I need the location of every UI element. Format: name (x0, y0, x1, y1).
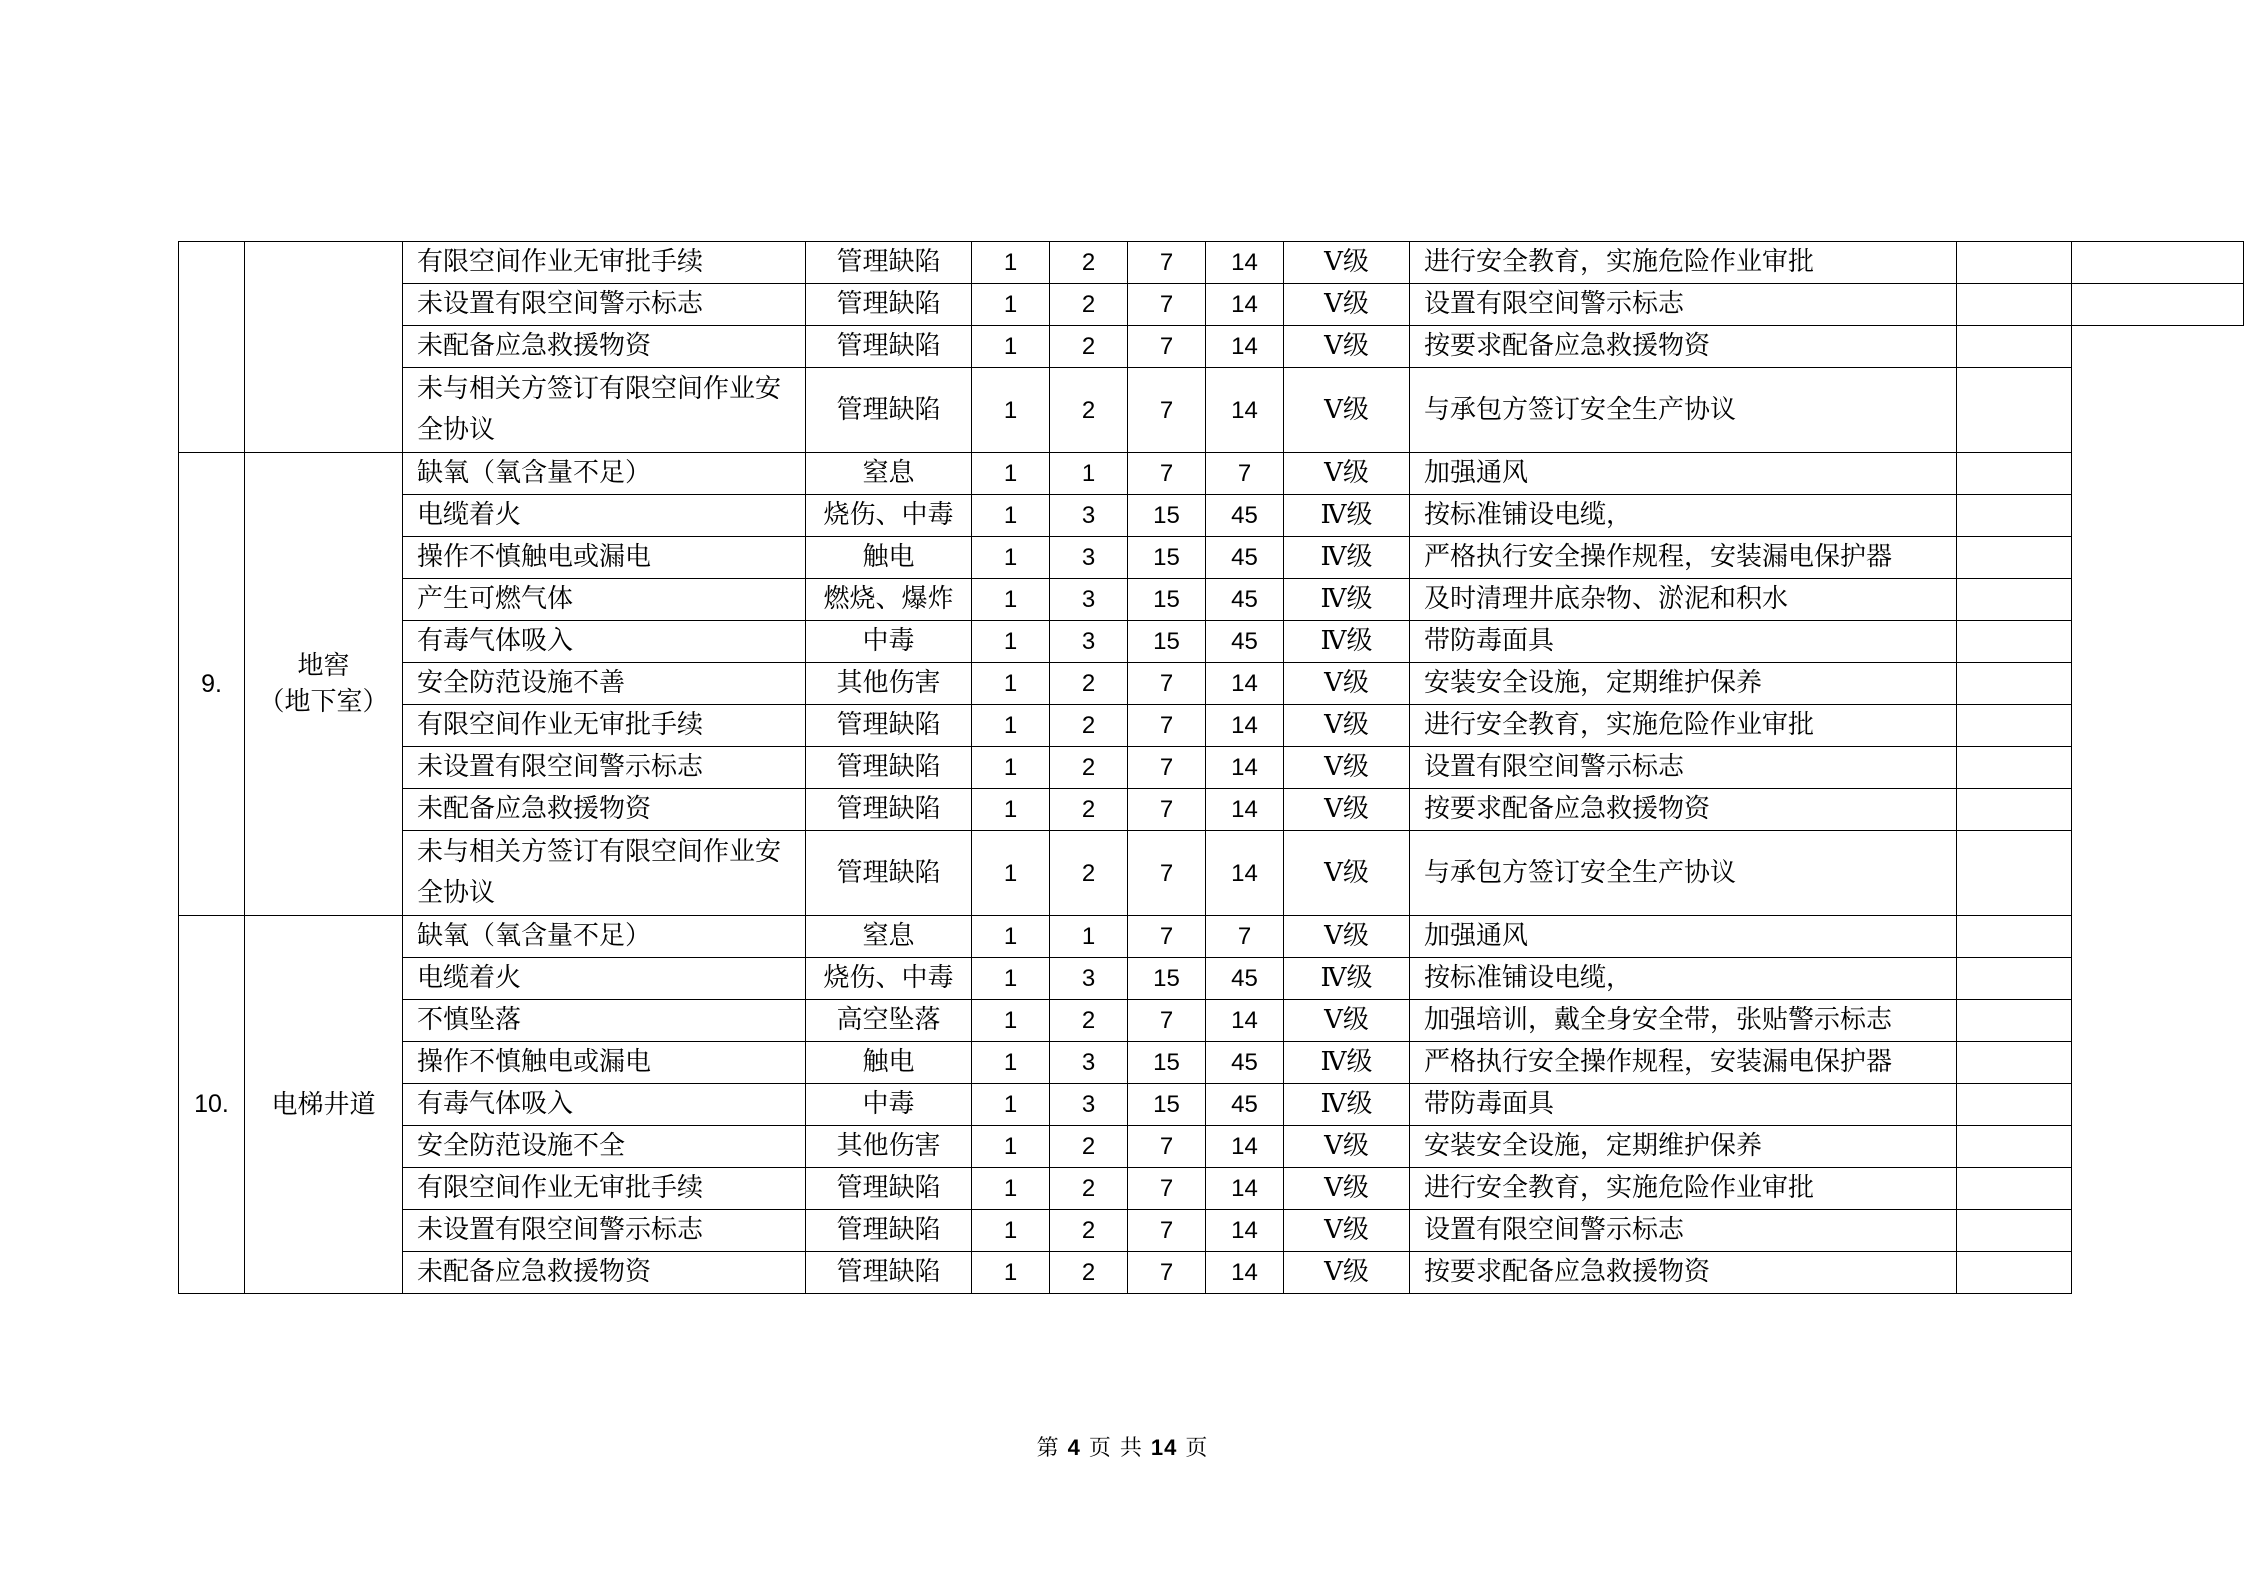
control-measure-cell: 进行安全教育，实施危险作业审批 (1410, 242, 1957, 284)
l-value-cell: 1 (972, 284, 1050, 326)
e-value-cell: 2 (1050, 1168, 1128, 1210)
c-value-cell: 7 (1128, 705, 1206, 747)
table-row (179, 747, 2244, 789)
hazard-cell: 缺氧（氧含量不足） (403, 453, 806, 495)
c-value-cell: 7 (1128, 1126, 1206, 1168)
accident-type-cell: 燃烧、爆炸 (806, 579, 972, 621)
table-row (179, 958, 2244, 1000)
extra-cell (2072, 368, 2244, 453)
risk-level-cell: Ⅴ级 (1284, 1252, 1410, 1294)
table-row (179, 1210, 2244, 1252)
table-row (179, 789, 2244, 831)
extra-cell (2072, 579, 2244, 621)
hazard-cell: 未配备应急救援物资 (403, 1252, 806, 1294)
c-value-cell: 7 (1128, 453, 1206, 495)
risk-level-cell: Ⅴ级 (1284, 368, 1410, 453)
d-value-cell: 7 (1206, 916, 1284, 958)
e-value-cell: 3 (1050, 958, 1128, 1000)
accident-type-cell: 烧伤、中毒 (806, 495, 972, 537)
accident-type-cell: 烧伤、中毒 (806, 958, 972, 1000)
remarks-cell (1957, 242, 2072, 284)
accident-type-cell: 高空坠落 (806, 1000, 972, 1042)
control-measure-cell: 严格执行安全操作规程，安装漏电保护器 (1410, 1042, 1957, 1084)
extra-cell (2072, 453, 2244, 495)
table-row (179, 663, 2244, 705)
d-value-cell: 14 (1206, 242, 1284, 284)
risk-level-cell: Ⅴ级 (1284, 1168, 1410, 1210)
d-value-cell: 14 (1206, 1126, 1284, 1168)
l-value-cell: 1 (972, 663, 1050, 705)
extra-cell (2072, 1042, 2244, 1084)
remarks-cell (1957, 1084, 2072, 1126)
table-row (179, 705, 2244, 747)
footer-middle: 页 共 (1088, 1436, 1143, 1461)
e-value-cell: 3 (1050, 621, 1128, 663)
d-value-cell: 45 (1206, 1042, 1284, 1084)
control-measure-cell: 安装安全设施，定期维护保养 (1410, 1126, 1957, 1168)
extra-cell (2072, 663, 2244, 705)
risk-level-cell: Ⅴ级 (1284, 663, 1410, 705)
control-measure-cell: 加强培训，戴全身安全带，张贴警示标志 (1410, 1000, 1957, 1042)
c-value-cell: 7 (1128, 916, 1206, 958)
accident-type-cell: 中毒 (806, 1084, 972, 1126)
extra-cell (2072, 747, 2244, 789)
c-value-cell: 15 (1128, 958, 1206, 1000)
group-index-cell: 9. (179, 453, 245, 916)
l-value-cell: 1 (972, 1084, 1050, 1126)
hazard-cell: 有毒气体吸入 (403, 1084, 806, 1126)
e-value-cell: 2 (1050, 747, 1128, 789)
c-value-cell: 7 (1128, 368, 1206, 453)
e-value-cell: 2 (1050, 663, 1128, 705)
e-value-cell: 2 (1050, 705, 1128, 747)
risk-level-cell: Ⅳ级 (1284, 537, 1410, 579)
footer-page-number: 4 (1067, 1435, 1081, 1460)
e-value-cell: 2 (1050, 1210, 1128, 1252)
accident-type-cell: 管理缺陷 (806, 705, 972, 747)
accident-type-cell: 管理缺陷 (806, 368, 972, 453)
accident-type-cell: 触电 (806, 537, 972, 579)
extra-cell (2072, 284, 2244, 326)
extra-cell (2072, 621, 2244, 663)
remarks-cell (1957, 1042, 2072, 1084)
table-row (179, 1042, 2244, 1084)
control-measure-cell: 带防毒面具 (1410, 1084, 1957, 1126)
risk-level-cell: Ⅴ级 (1284, 789, 1410, 831)
e-value-cell: 2 (1050, 284, 1128, 326)
table-row (179, 242, 2244, 284)
remarks-cell (1957, 284, 2072, 326)
area-line: （地下室） (258, 687, 389, 717)
c-value-cell: 7 (1128, 326, 1206, 368)
d-value-cell: 14 (1206, 1252, 1284, 1294)
remarks-cell (1957, 916, 2072, 958)
table-row (179, 621, 2244, 663)
risk-level-cell: Ⅴ级 (1284, 284, 1410, 326)
hazard-cell: 未配备应急救援物资 (403, 789, 806, 831)
l-value-cell: 1 (972, 579, 1050, 621)
risk-level-cell: Ⅴ级 (1284, 242, 1410, 284)
l-value-cell: 1 (972, 1126, 1050, 1168)
group-index-cell: 10. (179, 916, 245, 1294)
remarks-cell (1957, 621, 2072, 663)
l-value-cell: 1 (972, 1168, 1050, 1210)
risk-level-cell: Ⅴ级 (1284, 916, 1410, 958)
hazard-cell: 操作不慎触电或漏电 (403, 537, 806, 579)
d-value-cell: 45 (1206, 579, 1284, 621)
d-value-cell: 45 (1206, 958, 1284, 1000)
table-row (179, 537, 2244, 579)
l-value-cell: 1 (972, 958, 1050, 1000)
c-value-cell: 7 (1128, 1252, 1206, 1294)
hazard-cell: 不慎坠落 (403, 1000, 806, 1042)
hazard-cell: 缺氧（氧含量不足） (403, 916, 806, 958)
table-row (179, 1252, 2244, 1294)
e-value-cell: 2 (1050, 1000, 1128, 1042)
l-value-cell: 1 (972, 1252, 1050, 1294)
hazard-cell: 产生可燃气体 (403, 579, 806, 621)
remarks-cell (1957, 747, 2072, 789)
c-value-cell: 15 (1128, 579, 1206, 621)
control-measure-cell: 设置有限空间警示标志 (1410, 747, 1957, 789)
e-value-cell: 3 (1050, 1084, 1128, 1126)
remarks-cell (1957, 326, 2072, 368)
hazard-table (178, 241, 2244, 1294)
accident-type-cell: 管理缺陷 (806, 1252, 972, 1294)
risk-level-cell: Ⅳ级 (1284, 958, 1410, 1000)
extra-cell (2072, 326, 2244, 368)
e-value-cell: 3 (1050, 495, 1128, 537)
l-value-cell: 1 (972, 789, 1050, 831)
control-measure-cell: 按要求配备应急救援物资 (1410, 789, 1957, 831)
remarks-cell (1957, 495, 2072, 537)
risk-level-cell: Ⅴ级 (1284, 326, 1410, 368)
control-measure-cell: 按要求配备应急救援物资 (1410, 1252, 1957, 1294)
remarks-cell (1957, 663, 2072, 705)
control-measure-cell: 安装安全设施，定期维护保养 (1410, 663, 1957, 705)
extra-cell (2072, 831, 2244, 916)
e-value-cell: 3 (1050, 1042, 1128, 1084)
d-value-cell: 45 (1206, 495, 1284, 537)
d-value-cell: 14 (1206, 705, 1284, 747)
risk-level-cell: Ⅴ级 (1284, 705, 1410, 747)
d-value-cell: 14 (1206, 831, 1284, 916)
hazard-table-body (179, 242, 2244, 1294)
control-measure-cell: 设置有限空间警示标志 (1410, 1210, 1957, 1252)
hazard-cell: 操作不慎触电或漏电 (403, 1042, 806, 1084)
d-value-cell: 14 (1206, 1210, 1284, 1252)
d-value-cell: 45 (1206, 537, 1284, 579)
table-row (179, 916, 2244, 958)
c-value-cell: 7 (1128, 747, 1206, 789)
c-value-cell: 7 (1128, 1000, 1206, 1042)
footer-suffix: 页 (1185, 1436, 1209, 1461)
c-value-cell: 7 (1128, 284, 1206, 326)
extra-cell (2072, 1210, 2244, 1252)
group-area-cell: 电梯井道 (245, 916, 403, 1294)
remarks-cell (1957, 958, 2072, 1000)
accident-type-cell: 窒息 (806, 916, 972, 958)
l-value-cell: 1 (972, 1042, 1050, 1084)
c-value-cell: 15 (1128, 537, 1206, 579)
d-value-cell: 14 (1206, 789, 1284, 831)
extra-cell (2072, 242, 2244, 284)
c-value-cell: 15 (1128, 1042, 1206, 1084)
c-value-cell: 15 (1128, 495, 1206, 537)
l-value-cell: 1 (972, 705, 1050, 747)
c-value-cell: 15 (1128, 1084, 1206, 1126)
control-measure-cell: 按要求配备应急救援物资 (1410, 326, 1957, 368)
group-area-cell (245, 453, 403, 916)
l-value-cell: 1 (972, 831, 1050, 916)
e-value-cell: 2 (1050, 368, 1128, 453)
table-row (179, 284, 2244, 326)
remarks-cell (1957, 453, 2072, 495)
risk-level-cell: Ⅴ级 (1284, 831, 1410, 916)
table-row (179, 368, 2244, 453)
extra-cell (2072, 1168, 2244, 1210)
control-measure-cell: 设置有限空间警示标志 (1410, 284, 1957, 326)
c-value-cell: 7 (1128, 1168, 1206, 1210)
accident-type-cell: 管理缺陷 (806, 1210, 972, 1252)
accident-type-cell: 管理缺陷 (806, 789, 972, 831)
extra-cell (2072, 705, 2244, 747)
risk-level-cell: Ⅳ级 (1284, 579, 1410, 621)
control-measure-cell: 进行安全教育，实施危险作业审批 (1410, 705, 1957, 747)
l-value-cell: 1 (972, 747, 1050, 789)
remarks-cell (1957, 579, 2072, 621)
remarks-cell (1957, 1000, 2072, 1042)
hazard-cell: 有限空间作业无审批手续 (403, 242, 806, 284)
l-value-cell: 1 (972, 1000, 1050, 1042)
d-value-cell: 14 (1206, 284, 1284, 326)
table-row (179, 326, 2244, 368)
hazard-cell: 安全防范设施不善 (403, 663, 806, 705)
e-value-cell: 2 (1050, 831, 1128, 916)
footer-prefix: 第 (1036, 1436, 1060, 1461)
d-value-cell: 14 (1206, 663, 1284, 705)
extra-cell (2072, 1252, 2244, 1294)
l-value-cell: 1 (972, 326, 1050, 368)
c-value-cell: 15 (1128, 621, 1206, 663)
group-index-cell (179, 242, 245, 453)
risk-level-cell: Ⅳ级 (1284, 621, 1410, 663)
c-value-cell: 7 (1128, 242, 1206, 284)
e-value-cell: 3 (1050, 579, 1128, 621)
e-value-cell: 2 (1050, 242, 1128, 284)
d-value-cell: 14 (1206, 368, 1284, 453)
accident-type-cell: 窒息 (806, 453, 972, 495)
c-value-cell: 7 (1128, 663, 1206, 705)
d-value-cell: 14 (1206, 326, 1284, 368)
risk-level-cell: Ⅴ级 (1284, 453, 1410, 495)
accident-type-cell: 其他伤害 (806, 1126, 972, 1168)
e-value-cell: 3 (1050, 537, 1128, 579)
risk-level-cell: Ⅴ级 (1284, 1210, 1410, 1252)
accident-type-cell: 管理缺陷 (806, 242, 972, 284)
control-measure-cell: 与承包方签订安全生产协议 (1410, 831, 1957, 916)
accident-type-cell: 其他伤害 (806, 663, 972, 705)
control-measure-cell: 按标准铺设电缆， (1410, 958, 1957, 1000)
l-value-cell: 1 (972, 537, 1050, 579)
footer-total-pages: 14 (1150, 1435, 1178, 1460)
risk-level-cell: Ⅳ级 (1284, 1084, 1410, 1126)
table-row (179, 831, 2244, 916)
remarks-cell (1957, 831, 2072, 916)
control-measure-cell: 加强通风 (1410, 453, 1957, 495)
l-value-cell: 1 (972, 916, 1050, 958)
hazard-cell: 未配备应急救援物资 (403, 326, 806, 368)
risk-level-cell: Ⅳ级 (1284, 495, 1410, 537)
control-measure-cell: 严格执行安全操作规程，安装漏电保护器 (1410, 537, 1957, 579)
l-value-cell: 1 (972, 621, 1050, 663)
page-footer (0, 1431, 2245, 1462)
accident-type-cell: 管理缺陷 (806, 326, 972, 368)
l-value-cell: 1 (972, 495, 1050, 537)
l-value-cell: 1 (972, 368, 1050, 453)
remarks-cell (1957, 537, 2072, 579)
risk-level-cell: Ⅳ级 (1284, 1042, 1410, 1084)
remarks-cell (1957, 789, 2072, 831)
hazard-cell: 未设置有限空间警示标志 (403, 284, 806, 326)
c-value-cell: 7 (1128, 789, 1206, 831)
d-value-cell: 14 (1206, 747, 1284, 789)
c-value-cell: 7 (1128, 831, 1206, 916)
remarks-cell (1957, 705, 2072, 747)
table-row (179, 1084, 2244, 1126)
d-value-cell: 45 (1206, 621, 1284, 663)
hazard-cell: 有毒气体吸入 (403, 621, 806, 663)
c-value-cell: 7 (1128, 1210, 1206, 1252)
l-value-cell: 1 (972, 242, 1050, 284)
d-value-cell: 7 (1206, 453, 1284, 495)
accident-type-cell: 管理缺陷 (806, 284, 972, 326)
e-value-cell: 2 (1050, 1252, 1128, 1294)
remarks-cell (1957, 1252, 2072, 1294)
extra-cell (2072, 495, 2244, 537)
control-measure-cell: 进行安全教育，实施危险作业审批 (1410, 1168, 1957, 1210)
remarks-cell (1957, 1168, 2072, 1210)
extra-cell (2072, 1000, 2244, 1042)
extra-cell (2072, 958, 2244, 1000)
remarks-cell (1957, 368, 2072, 453)
d-value-cell: 14 (1206, 1000, 1284, 1042)
hazard-cell: 电缆着火 (403, 495, 806, 537)
accident-type-cell: 中毒 (806, 621, 972, 663)
hazard-cell: 安全防范设施不全 (403, 1126, 806, 1168)
control-measure-cell: 按标准铺设电缆， (1410, 495, 1957, 537)
e-value-cell: 1 (1050, 916, 1128, 958)
table-row (179, 1126, 2244, 1168)
hazard-cell: 有限空间作业无审批手续 (403, 705, 806, 747)
hazard-cell: 未与相关方签订有限空间作业安全协议 (403, 831, 806, 916)
extra-cell (2072, 537, 2244, 579)
accident-type-cell: 管理缺陷 (806, 747, 972, 789)
accident-type-cell: 管理缺陷 (806, 1168, 972, 1210)
control-measure-cell: 加强通风 (1410, 916, 1957, 958)
l-value-cell: 1 (972, 453, 1050, 495)
d-value-cell: 45 (1206, 1084, 1284, 1126)
table-row (179, 579, 2244, 621)
risk-level-cell: Ⅴ级 (1284, 1000, 1410, 1042)
hazard-cell: 有限空间作业无审批手续 (403, 1168, 806, 1210)
e-value-cell: 2 (1050, 789, 1128, 831)
extra-cell (2072, 916, 2244, 958)
group-area-cell (245, 242, 403, 453)
control-measure-cell: 带防毒面具 (1410, 621, 1957, 663)
e-value-cell: 1 (1050, 453, 1128, 495)
risk-level-cell: Ⅴ级 (1284, 1126, 1410, 1168)
extra-cell (2072, 1126, 2244, 1168)
extra-cell (2072, 789, 2244, 831)
d-value-cell: 14 (1206, 1168, 1284, 1210)
area-line: 地窖 (297, 651, 350, 681)
table-row (179, 1000, 2244, 1042)
accident-type-cell: 触电 (806, 1042, 972, 1084)
table-row (179, 495, 2244, 537)
accident-type-cell: 管理缺陷 (806, 831, 972, 916)
control-measure-cell: 与承包方签订安全生产协议 (1410, 368, 1957, 453)
e-value-cell: 2 (1050, 1126, 1128, 1168)
remarks-cell (1957, 1210, 2072, 1252)
l-value-cell: 1 (972, 1210, 1050, 1252)
remarks-cell (1957, 1126, 2072, 1168)
e-value-cell: 2 (1050, 326, 1128, 368)
extra-cell (2072, 1084, 2244, 1126)
risk-level-cell: Ⅴ级 (1284, 747, 1410, 789)
hazard-cell: 未设置有限空间警示标志 (403, 1210, 806, 1252)
hazard-cell: 未与相关方签订有限空间作业安全协议 (403, 368, 806, 453)
hazard-cell: 电缆着火 (403, 958, 806, 1000)
table-row (179, 453, 2244, 495)
hazard-cell: 未设置有限空间警示标志 (403, 747, 806, 789)
table-row (179, 1168, 2244, 1210)
control-measure-cell: 及时清理井底杂物、淤泥和积水 (1410, 579, 1957, 621)
